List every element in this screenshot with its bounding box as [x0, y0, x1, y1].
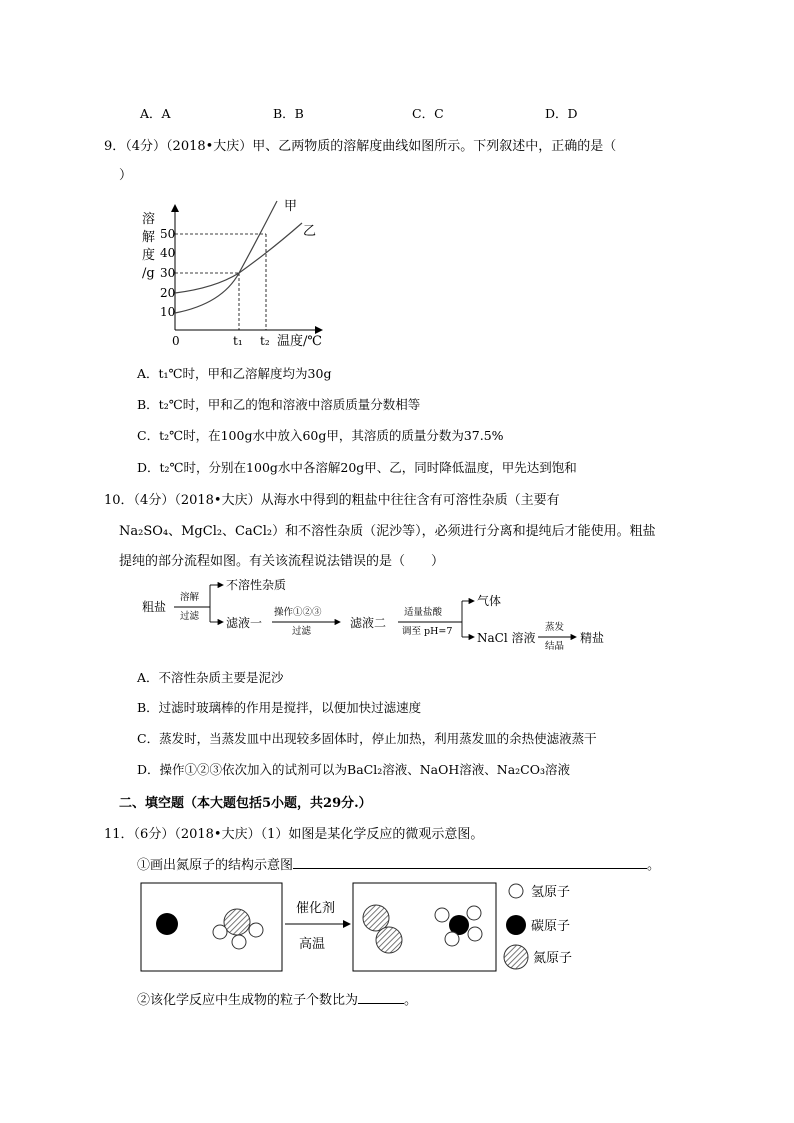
legend-nitrogen-icon	[504, 945, 528, 969]
legend-carbon-icon	[506, 915, 526, 935]
flow-s3-top: 适量盐酸	[404, 607, 443, 618]
q8-option-a: A．A	[140, 106, 171, 121]
q10-option-d: D．操作①②③依次加入的试剂可以为BaCl₂溶液、NaOH溶液、Na₂CO₃溶液	[137, 762, 570, 777]
answer-blank-1[interactable]	[293, 868, 647, 869]
y-tick-50: 50	[160, 227, 176, 241]
q9-option-c: C．t₂℃时，在100g水中放入60g甲，其溶质的质量分数为37.5%	[137, 428, 504, 443]
x-label: 温度/℃	[277, 334, 322, 349]
hydrogen-atom	[445, 932, 459, 946]
series-label-jia: 甲	[284, 199, 298, 214]
x-tick-t2: t₂	[260, 334, 270, 348]
q9-option-a: A．t₁℃时，甲和乙溶解度均为30g	[137, 366, 332, 381]
legend-hydrogen: 氢原子	[531, 885, 571, 900]
carbon-atom	[156, 913, 178, 935]
hydrogen-atom	[467, 906, 481, 920]
q11-sub2-text: ②该化学反应中生成物的粒子个数比为	[137, 993, 359, 1008]
flow-filtrate1: 滤液一	[226, 616, 263, 630]
legend-carbon: 碳原子	[531, 919, 571, 934]
q11-sub1-text: ①画出氮原子的结构示意图	[137, 858, 294, 873]
y-tick-10: 10	[160, 305, 176, 319]
flow-nacl: NaCl 溶液	[477, 631, 536, 645]
q11-sub2-end: 。	[404, 993, 418, 1008]
q10-option-c: C．蒸发时，当蒸发皿中出现较多固体时，停止加热，利用蒸发皿的余热使滤液蒸干	[137, 731, 597, 746]
flow-branch-top: 不溶性杂质	[226, 578, 287, 592]
q11-sub1	[137, 854, 660, 873]
q10-stem-line2: Na₂SO₄、MgCl₂、CaCl₂）和不溶性杂质（泥沙等），必须进行分离和提纯后才能使用。粗盐	[119, 524, 656, 539]
condition-catalyst: 催化剂	[296, 901, 336, 916]
flow-s1-top: 溶解	[180, 592, 200, 603]
curve-yi	[175, 223, 302, 293]
hydrogen-atom	[232, 935, 246, 949]
purification-flowchart	[140, 575, 640, 653]
flow-s2-bottom: 过滤	[292, 626, 312, 637]
y-tick-20: 20	[160, 286, 176, 300]
q11-stem: 11．（6分）（2018•大庆）（1）如图是某化学反应的微观示意图。	[104, 827, 484, 842]
answer-blank-2[interactable]	[358, 1003, 404, 1004]
y-label-1: 溶	[142, 212, 156, 227]
condition-high-temp: 高温	[299, 937, 326, 952]
hydrogen-atom	[249, 923, 263, 937]
nitrogen-atom	[224, 909, 250, 935]
hydrogen-atom	[468, 927, 482, 941]
hydrogen-atom	[435, 908, 449, 922]
section-title: 二、填空题（本大题包括5小题，共29分.）	[119, 796, 372, 811]
flow-product: 精盐	[580, 631, 605, 645]
curve-jia	[175, 201, 277, 313]
q9-option-b: B．t₂℃时，甲和乙的饱和溶液中溶质质量分数相等	[137, 397, 421, 412]
q11-sub2	[137, 989, 417, 1008]
q8-option-b: B．B	[273, 106, 304, 121]
x-tick-t1: t₁	[233, 334, 243, 348]
q10-stem-line3: 提纯的部分流程如图。有关该流程说法错误的是（ ）	[119, 554, 445, 569]
q10-option-b: B．过滤时玻璃棒的作用是搅拌，以便加快过滤速度	[137, 700, 422, 715]
y-tick-30: 30	[160, 266, 176, 280]
flow-gas: 气体	[477, 594, 502, 608]
q8-option-d: D．D	[545, 106, 578, 121]
q9-stem: 9．（4分）（2018•大庆）甲、乙两物质的溶解度曲线如图所示。下列叙述中，正确的是（	[104, 139, 617, 154]
q11-sub1-end: 。	[647, 858, 661, 873]
legend-nitrogen: 氮原子	[533, 951, 573, 966]
y-label-4: /g	[142, 266, 155, 281]
series-label-yi: 乙	[303, 224, 317, 239]
y-label-2: 解	[142, 230, 156, 245]
reaction-diagram	[140, 880, 590, 975]
x-origin: 0	[172, 334, 180, 348]
hydrogen-atom	[213, 925, 227, 939]
legend-hydrogen-icon	[509, 884, 523, 898]
flow-s2-top: 操作①②③	[274, 607, 322, 618]
nitrogen-atom	[376, 927, 402, 953]
flow-start: 粗盐	[142, 600, 167, 614]
q8-option-c: C．C	[412, 106, 444, 121]
flow-filtrate2: 滤液二	[350, 616, 387, 630]
y-label-3: 度	[142, 248, 156, 263]
y-tick-40: 40	[160, 246, 176, 260]
q10-stem-line1: 10．（4分）（2018•大庆）从海水中得到的粗盐中往往含有可溶性杂质（主要有	[104, 493, 560, 508]
solubility-graph	[140, 193, 340, 351]
flow-s4-top: 蒸发	[545, 622, 565, 633]
q10-option-a: A．不溶性杂质主要是泥沙	[137, 670, 284, 685]
flow-s4-bottom: 结晶	[545, 641, 565, 652]
q9-stem-cont: ）	[119, 168, 133, 183]
q9-option-d: D．t₂℃时，分别在100g水中各溶解20g甲、乙，同时降低温度，甲先达到饱和	[137, 460, 577, 475]
flow-s3-bottom: 调至 pH=7	[402, 626, 453, 637]
flow-s1-bottom: 过滤	[180, 611, 200, 622]
